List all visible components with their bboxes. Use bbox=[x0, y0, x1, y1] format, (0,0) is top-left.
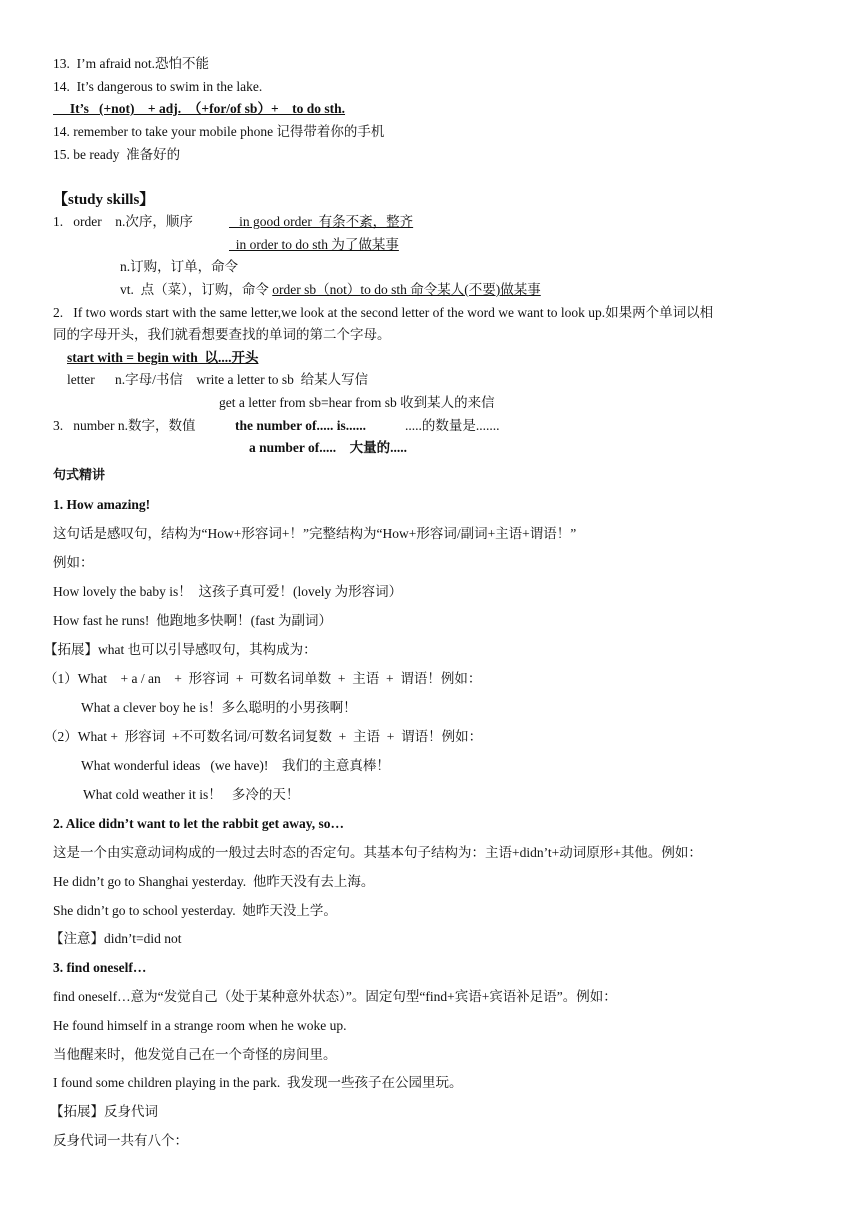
sentence-1-line-5: 【拓展】what 也可以引导感叹句，其构成为： bbox=[44, 642, 317, 657]
order-example-2: in order to do sth 为了做某事 bbox=[229, 237, 399, 252]
sentence-1-title: 1. How amazing! bbox=[53, 497, 151, 512]
sentence-pattern: It’s (+not) + adj. （+for/of sb）+ to do sth. bbox=[53, 101, 346, 116]
vocab-item-15: 15. be ready 准备好的 bbox=[53, 147, 181, 162]
vocab-item-13: 13. I’m afraid not.恐怕不能 bbox=[53, 56, 209, 71]
sentence-1-line-8: （2）What + 形容词 +不可数名词/可数名词复数 + 主语 + 谓语！例如： bbox=[44, 729, 483, 744]
sentence-2-note: 【注意】didn’t=did not bbox=[50, 931, 182, 946]
sentence-1-line-6: （1）What + a / an + 形容词 + 可数名词单数 + 主语 + 谓语！例如： bbox=[44, 671, 482, 686]
sentence-1-line-7: What a clever boy he is！多么聪明的小男孩啊！ bbox=[81, 700, 357, 715]
sentence-1-line-3: How lovely the baby is！ 这孩子真可爱！(lovely 为形容词） bbox=[53, 584, 403, 599]
number-headword: 3. number n.数字，数值 bbox=[53, 418, 196, 433]
sentence-3-title: 3. find oneself… bbox=[53, 960, 147, 975]
letter-example-2: get a letter from sb=hear from sb 收到某人的来信 bbox=[219, 395, 495, 410]
sentence-3-line-3: 当他醒来时，他发觉自己在一个奇怪的房间里。 bbox=[53, 1047, 337, 1062]
sentence-1-line-9: What wonderful ideas (we have)! 我们的主意真棒！ bbox=[81, 758, 390, 773]
vocab-item-14b: 14. remember to take your mobile phone 记得带着你的手机 bbox=[53, 124, 385, 139]
order-headword: 1. order n.次序，顺序 bbox=[53, 214, 193, 229]
order-verb-text: vt. 点（菜），订购，命令 bbox=[120, 282, 273, 297]
vocab-item-14: 14. It’s dangerous to swim in the lake. bbox=[53, 79, 263, 94]
sentence-1-line-1: 这句话是感叹句，结构为“How+形容词+！”完整结构为“How+形容词/副词+主语+谓语！” bbox=[53, 526, 577, 541]
number-example-1-meaning: .....的数量是....... bbox=[405, 418, 500, 433]
item-2-line-1: 2. If two words start with the same letter,we look at the second letter of the word we want to look up.如果两个单词以相 bbox=[53, 305, 714, 320]
start-with-phrase: start with = begin with 以....开头 bbox=[67, 350, 259, 365]
sentences-heading: 句式精讲 bbox=[53, 468, 106, 483]
sentence-1-line-4: How fast he runs! 他跑地多快啊！(fast 为副词） bbox=[53, 613, 332, 628]
sentence-3-line-1: find oneself…意为“发觉自己（处于某种意外状态）”。固定句型“find+宾语+宾语补足语”。例如： bbox=[53, 989, 617, 1004]
sentence-1-line-10: What cold weather it is！ 多冷的天！ bbox=[83, 787, 300, 802]
sentence-3-line-6: 反身代词一共有八个： bbox=[53, 1133, 188, 1148]
sentence-3-line-2: He found himself in a strange room when he woke up. bbox=[53, 1018, 347, 1033]
number-example-2: a number of..... 大量的..... bbox=[249, 440, 408, 455]
order-verb-example: order sb（not）to do sth 命令某人(不要)做某事 bbox=[272, 282, 541, 297]
sentence-2-line-2: He didn’t go to Shanghai yesterday. 他昨天没有去上海。 bbox=[53, 874, 375, 889]
letter-headword: letter n.字母/书信 write a letter to sb 给某人写信 bbox=[67, 372, 369, 387]
sentence-1-line-2: 例如： bbox=[53, 555, 94, 570]
item-2-line-2: 同的字母开头，我们就看想要查找的单词的第二个字母。 bbox=[53, 327, 391, 342]
number-example-1: the number of..... is...... bbox=[235, 418, 367, 433]
study-skills-heading: 【study skills】 bbox=[53, 192, 155, 208]
order-example-1: in good order 有条不紊，整齐 bbox=[229, 214, 414, 229]
sentence-2-line-3: She didn’t go to school yesterday. 她昨天没上学。 bbox=[53, 903, 337, 918]
order-noun-2: n.订购，订单，命令 bbox=[120, 259, 239, 274]
sentence-3-line-4: I found some children playing in the park. 我发现一些孩子在公园里玩。 bbox=[53, 1075, 463, 1090]
sentence-2-title: 2. Alice didn’t want to let the rabbit get away, so… bbox=[53, 816, 344, 831]
order-verb bbox=[120, 281, 541, 299]
sentence-3-line-5: 【拓展】反身代词 bbox=[50, 1104, 158, 1119]
sentence-2-line-1: 这是一个由实意动词构成的一般过去时态的否定句。其基本句子结构为：主语+didn’t+动词原形+其他。例如： bbox=[53, 845, 702, 860]
